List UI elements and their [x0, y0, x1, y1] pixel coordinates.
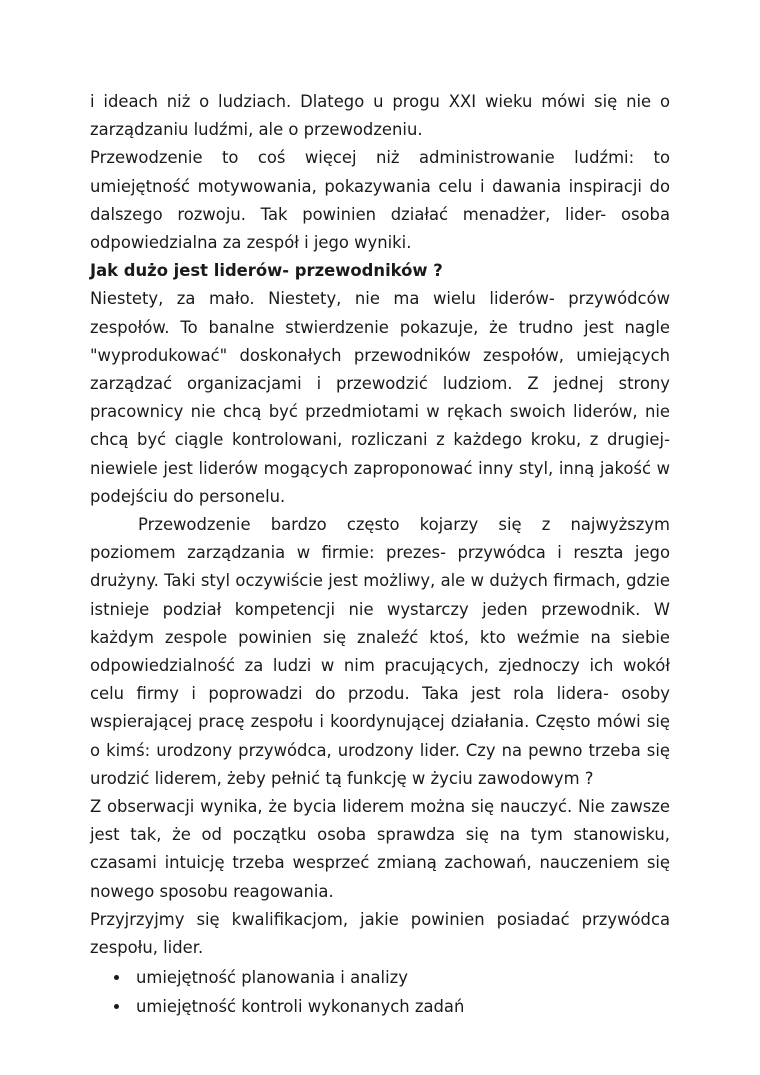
paragraph-qualifications-intro: Przyjrzyjmy się kwalifikacjom, jakie powinien posiadać przywódca zespołu, lider.: [90, 909, 670, 958]
bullet-icon: [114, 1004, 119, 1009]
paragraph-leadership-definition: Przewodzenie to coś więcej niż administrowanie ludźmi: to umiejętność motywowania, pokazywania celu i dawania inspiracji do dalszego rozwoju. Tak powinien działać menadżer, lider- osoba odpowiedzialna za zespół i jego wyniki.: [90, 148, 670, 253]
document-page: [90, 88, 670, 1021]
list-item-text: umiejętność planowania i analizy: [136, 968, 408, 988]
list-item-text: umiejętność kontroli wykonanych zadań: [136, 996, 465, 1016]
paragraph-too-few-leaders: Niestety, za mało. Niestety, nie ma wielu liderów- przywódców zespołów. To banalne stwierdzenie pokazuje, że trudno jest nagle "wyprodukować" doskonałych przewodników zespołów, umiejących zarządzać organizacjami i przewodzić ludziom. Z jednej strony pracownicy nie chcą być przedmiotami w rękach swoich liderów, nie chcą być ciągle kontrolowani, rozliczani z każdego kroku, z drugiej- niewiele jest liderów mogących zaproponować inny styl, inną jakość w podejściu do personelu.: [90, 289, 670, 506]
paragraph-ideas-and-people: i ideach niż o ludziach. Dlatego u progu XXI wieku mówi się nie o zarządzaniu ludźmi, ale o przewodzeniu.: [90, 92, 670, 140]
bullet-icon: [114, 975, 119, 980]
list-item: [90, 964, 670, 992]
section-heading: Jak dużo jest liderów- przewodników ?: [90, 261, 443, 281]
qualifications-list: [90, 964, 670, 1020]
paragraph-top-management: Przewodzenie bardzo często kojarzy się z najwyższym poziomem zarządzania w firmie: prezes- przywódca i reszta jego drużyny. Taki styl oczywiście jest możliwy, ale w dużych firmach, gdzie istnieje podział kompetencji nie wystarczy jeden przewodnik. W każdym zespole powinien się znaleźć ktoś, kto weźmie na siebie odpowiedzialność za ludzi w nim pracujących, zjednoczy ich wokół celu firmy i poprowadzi do przodu. Taka jest rola lidera- osoby wspierającej pracę zespołu i koordynującej działania. Często mówi się o kimś: urodzony przywódca, urodzony lider. Czy na pewno trzeba się urodzić liderem, żeby pełnić tą funkcję w życiu zawodowym ?: [90, 515, 670, 788]
paragraph-learning-leadership: Z obserwacji wynika, że bycia liderem można się nauczyć. Nie zawsze jest tak, że od początku osoba sprawdza się na tym stanowisku, czasami intuicję trzeba wesprzeć zmianą zachowań, nauczeniem się nowego sposobu reagowania.: [90, 797, 670, 901]
list-item: [90, 993, 670, 1021]
